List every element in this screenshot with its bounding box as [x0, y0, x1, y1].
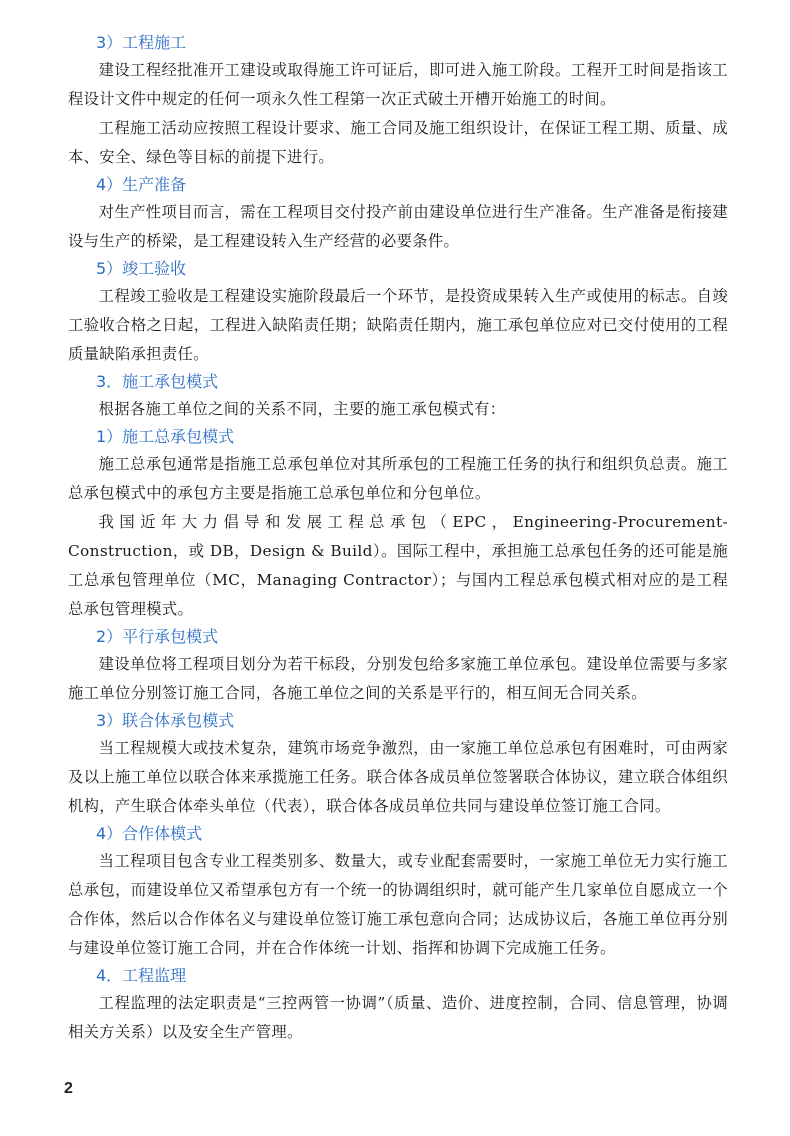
- paragraph: 对生产性项目而言，需在工程项目交付投产前由建设单位进行生产准备。生产准备是衔接建设与生产的桥梁，是工程建设转入生产经营的必要条件。: [68, 203, 728, 250]
- heading-joint-venture: 3）联合体承包模式: [96, 711, 235, 730]
- page-number: 2: [64, 1080, 73, 1097]
- paragraph: 工程施工活动应按照工程设计要求、施工合同及施工组织设计，在保证工程工期、质量、成本、安全、绿色等目标的前提下进行。: [68, 119, 728, 166]
- paragraph: 建设工程经批准开工建设或取得施工许可证后，即可进入施工阶段。工程开工时间是指该工程设计文件中规定的任何一项永久性工程第一次正式破土开槽开始施工的时间。: [68, 61, 728, 108]
- heading-construction: 3）工程施工: [96, 33, 187, 52]
- heading-cooperative-mode: 4）合作体模式: [96, 824, 203, 843]
- heading-production-preparation: 4）生产准备: [96, 175, 187, 194]
- page-content: [68, 30, 728, 1047]
- heading-supervision: 4．工程监理: [96, 966, 187, 985]
- paragraph: 我国近年大力倡导和发展工程总承包（EPC，Engineering-Procurement-Construction，或 DB，Design & Build）。国际工程中，承担施工总承包任务的还可能是施工总承包管理单位（MC，Managing Contractor）；与国内工程总承包模式相对应的是工程总承包管理模式。: [68, 513, 728, 618]
- heading-contracting-modes: 3．施工承包模式: [96, 372, 219, 391]
- paragraph: 建设单位将工程项目划分为若干标段，分别发包给多家施工单位承包。建设单位需要与多家施工单位分别签订施工合同，各施工单位之间的关系是平行的，相互间无合同关系。: [68, 655, 728, 702]
- paragraph: 根据各施工单位之间的关系不同，主要的施工承包模式有：: [98, 400, 506, 418]
- paragraph: 当工程项目包含专业工程类别多、数量大，或专业配套需要时，一家施工单位无力实行施工总承包，而建设单位又希望承包方有一个统一的协调组织时，就可能产生几家单位自愿成立一个合作体，然后以合作体名义与建设单位签订施工承包意向合同；达成协议后，各施工单位再分别与建设单位签订施工合同，并在合作体统一计划、指挥和协调下完成施工任务。: [68, 852, 728, 957]
- heading-general-contracting: 1）施工总承包模式: [96, 427, 235, 446]
- paragraph: 施工总承包通常是指施工总承包单位对其所承包的工程施工任务的执行和组织负总责。施工总承包模式中的承包方主要是指施工总承包单位和分包单位。: [68, 455, 728, 502]
- heading-completion-acceptance: 5）竣工验收: [96, 259, 187, 278]
- paragraph: 工程竣工验收是工程建设实施阶段最后一个环节，是投资成果转入生产或使用的标志。自竣工验收合格之日起，工程进入缺陷责任期；缺陷责任期内，施工承包单位应对已交付使用的工程质量缺陷承担责任。: [68, 287, 728, 363]
- paragraph: 当工程规模大或技术复杂，建筑市场竞争激烈，由一家施工单位总承包有困难时，可由两家及以上施工单位以联合体来承揽施工任务。联合体各成员单位签署联合体协议，建立联合体组织机构，产生联合体牵头单位（代表），联合体各成员单位共同与建设单位签订施工合同。: [68, 739, 728, 815]
- paragraph: 工程监理的法定职责是“三控两管一协调”（质量、造价、进度控制，合同、信息管理，协调相关方关系）以及安全生产管理。: [68, 994, 728, 1041]
- heading-parallel-contracting: 2）平行承包模式: [96, 627, 219, 646]
